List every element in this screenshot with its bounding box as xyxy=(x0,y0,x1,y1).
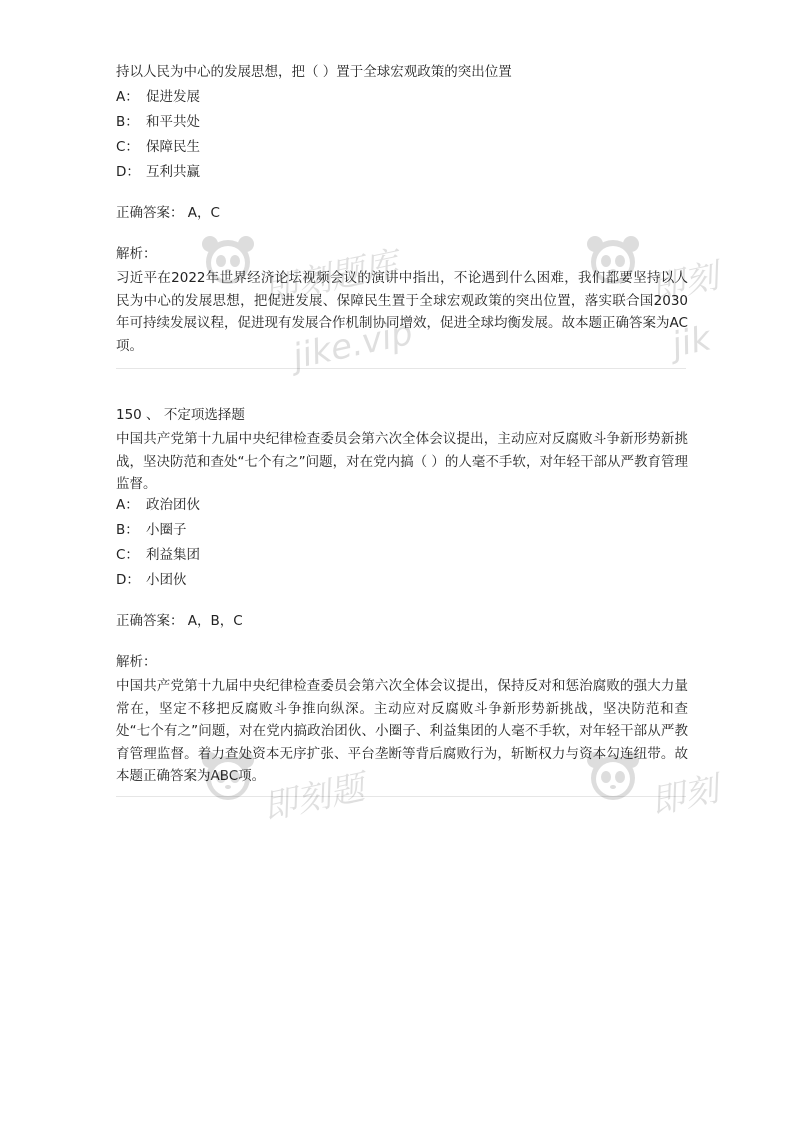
analysis-text: 习近平在2022年世界经济论坛视频会议的演讲中指出，不论遇到什么困难，我们都要坚持以人民为中心的发展思想，把促进发展、保障民生置于全球宏观政策的突出位置，落实联合国2030年可持续发展议程，促进现有发展合作机制协同增效，促进全球均衡发展。故本题正确答案为AC项。 xyxy=(116,270,688,354)
analysis-label: 解析： xyxy=(116,246,157,262)
option-text: 利益集团 xyxy=(146,547,200,563)
option-b[interactable] xyxy=(116,520,187,540)
option-b[interactable] xyxy=(116,112,200,132)
option-key: A： xyxy=(116,497,139,513)
question-stem: 中国共产党第十九届中央纪律检查委员会第六次全体会议提出，主动应对反腐败斗争新形势新挑战，坚决防范和查处“七个有之”问题，对在党内搞（ ）的人毫不手软，对年轻干部从严教育管理监督。 xyxy=(116,431,688,492)
option-a[interactable] xyxy=(116,87,200,107)
option-c[interactable] xyxy=(116,545,200,565)
correct-answer: 正确答案： A，C xyxy=(116,205,220,221)
option-c[interactable] xyxy=(116,137,200,157)
option-text: 促进发展 xyxy=(146,89,200,105)
option-text: 政治团伙 xyxy=(146,497,200,513)
brand-watermark: 即刻题库 xyxy=(260,244,402,312)
option-d[interactable] xyxy=(116,570,187,590)
option-key: B： xyxy=(116,114,139,130)
option-text: 和平共处 xyxy=(146,114,200,130)
analysis-text: 中国共产党第十九届中央纪律检查委员会第六次全体会议提出，保持反对和惩治腐败的强大力量常在，坚定不移把反腐败斗争推向纵深。主动应对反腐败斗争新形势新挑战，坚决防范和查处“七个有之”问题，对在党内搞政治团伙、小圈子、利益集团的人毫不手软，对年轻干部从严教育管理监督。着力查处资本无序扩张、平台垄断等背后腐败行为，斩断权力与资本勾连纽带。故本题正确答案为ABC项。 xyxy=(116,678,688,784)
question-header: 150 、 不定项选择题 xyxy=(116,407,245,423)
question-divider xyxy=(116,796,686,797)
option-key: A： xyxy=(116,89,139,105)
option-key: C： xyxy=(116,139,139,155)
option-key: B： xyxy=(116,522,139,538)
brand-watermark: 即刻 xyxy=(647,256,723,310)
analysis-label: 解析： xyxy=(116,654,157,670)
brand-watermark: 即刻 xyxy=(647,769,723,823)
question-stem-line: 持以人民为中心的发展思想，把（ ）置于全球宏观政策的突出位置 xyxy=(116,64,512,80)
option-text: 小圈子 xyxy=(146,522,187,538)
option-a[interactable] xyxy=(116,495,200,515)
option-text: 保障民生 xyxy=(146,139,200,155)
option-text: 小团伙 xyxy=(146,572,187,588)
option-text: 互利共赢 xyxy=(146,164,200,180)
site-watermark: jik xyxy=(668,318,715,366)
question-divider xyxy=(116,368,686,369)
brand-watermark: 即刻题 xyxy=(259,767,368,829)
site-watermark: jike.vip xyxy=(289,312,417,378)
option-key: D： xyxy=(116,164,140,180)
correct-answer: 正确答案： A，B，C xyxy=(116,613,243,629)
option-key: C： xyxy=(116,547,139,563)
option-d[interactable] xyxy=(116,162,200,182)
option-key: D： xyxy=(116,572,140,588)
